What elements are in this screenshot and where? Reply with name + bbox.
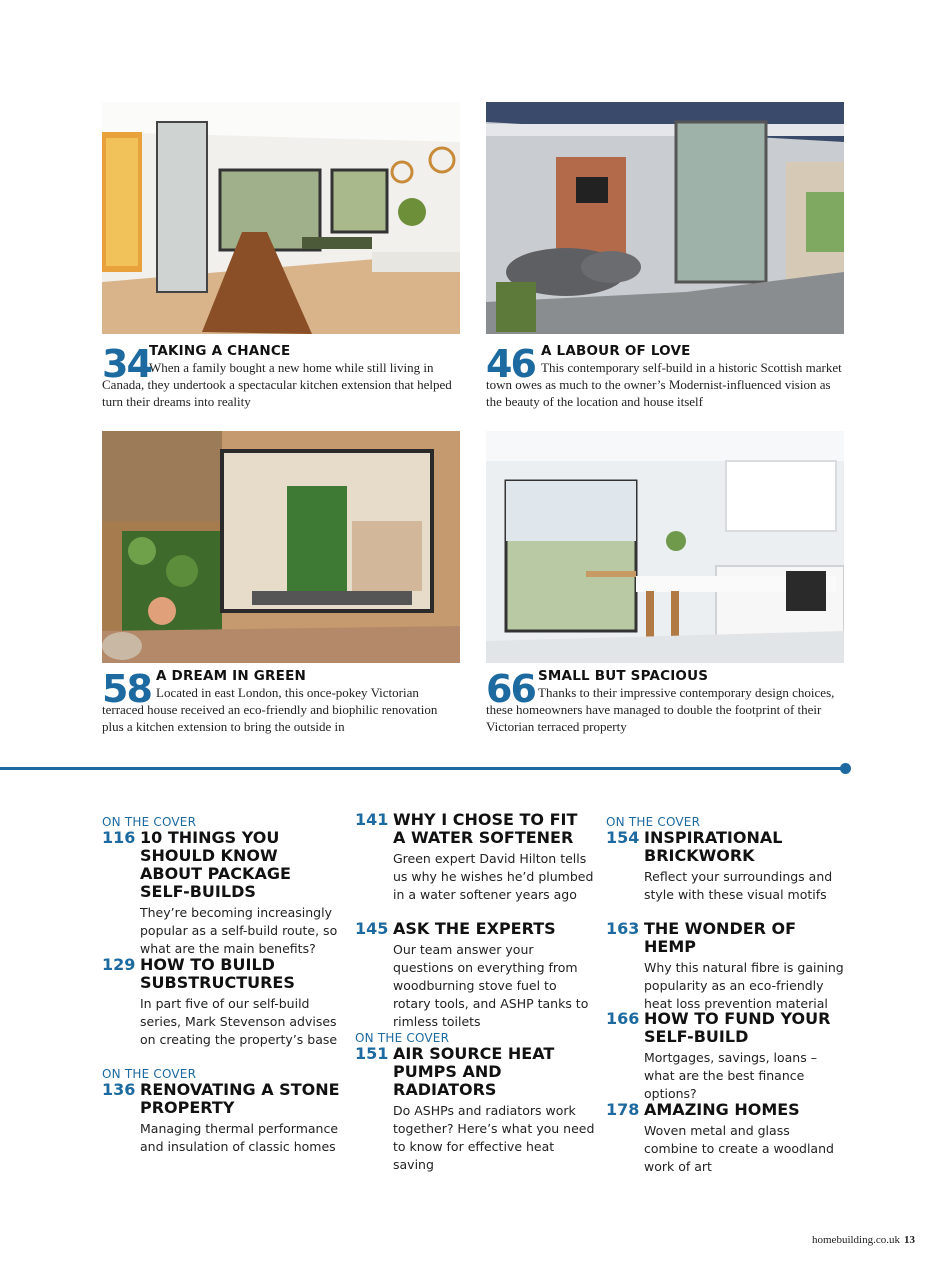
page-number: 13	[904, 1234, 915, 1246]
feature-page-number: 34	[102, 342, 151, 386]
section-divider	[0, 767, 846, 770]
contents-entry-141[interactable]	[355, 811, 595, 904]
entry-page-number: 151	[355, 1044, 389, 1063]
entry-description: They’re becoming increasingly popular as a self-build route, so what are the main benefits?	[140, 905, 338, 956]
contents-entry-116[interactable]	[102, 815, 342, 958]
entry-page-number: 145	[355, 919, 389, 938]
on-the-cover-label: ON THE COVER	[102, 815, 197, 829]
feature-66[interactable]	[486, 668, 846, 735]
feature-title: SMALL BUT SPACIOUS	[538, 668, 709, 684]
contents-entry-166[interactable]	[606, 1010, 846, 1103]
entry-title: HOW TO FUND YOUR SELF-BUILD	[644, 1009, 831, 1046]
entry-page-number: 163	[606, 919, 640, 938]
entry-page-number: 166	[606, 1009, 640, 1028]
entry-description: Do ASHPs and radiators work together? Here’s what you need to know for effective heat saving	[393, 1103, 595, 1172]
feature-58[interactable]	[102, 668, 462, 735]
feature-description-text: Located in east London, this once-pokey Victorian terraced house received an eco-friendly and biophilic renovation plus a kitchen extension to bring the outside in	[102, 685, 438, 734]
entry-title: ASK THE EXPERTS	[393, 919, 556, 938]
entry-description: Mortgages, savings, loans – what are the best finance options?	[644, 1050, 817, 1101]
entry-page-number: 141	[355, 810, 389, 829]
entry-description: Reflect your surroundings and style with these visual motifs	[644, 869, 833, 902]
footer-site[interactable]: homebuilding.co.uk	[812, 1234, 900, 1246]
feature-title: TAKING A CHANCE	[149, 343, 291, 359]
feature-title: A LABOUR OF LOVE	[541, 343, 691, 359]
entry-title: AIR SOURCE HEAT PUMPS AND RADIATORS	[393, 1044, 555, 1099]
entry-description: Woven metal and glass combine to create a woodland work of art	[644, 1123, 834, 1174]
entry-description: In part five of our self-build series, Mark Stevenson advises on creating the property’s base	[140, 996, 338, 1047]
feature-page-number: 46	[486, 342, 535, 386]
page-footer	[812, 1234, 915, 1246]
entry-title: INSPIRATIONAL BRICKWORK	[644, 828, 783, 865]
on-the-cover-label: ON THE COVER	[606, 815, 701, 829]
contents-entry-136[interactable]	[102, 1067, 342, 1156]
on-the-cover-label: ON THE COVER	[355, 1031, 450, 1045]
entry-page-number: 136	[102, 1080, 136, 1099]
entry-title: HOW TO BUILD SUBSTRUCTURES	[140, 955, 295, 992]
feature-page-number: 66	[486, 667, 535, 711]
entry-page-number: 116	[102, 828, 136, 847]
photo-glass-living-room	[486, 102, 844, 334]
photo-kitchen-long-table	[102, 102, 460, 334]
divider-dot	[840, 763, 851, 774]
feature-description-text: Thanks to their impressive contemporary design choices, these homeowners have managed to double the footprint of their Victorian terraced property	[486, 685, 835, 734]
entry-title: RENOVATING A STONE PROPERTY	[140, 1080, 340, 1117]
contents-entry-129[interactable]	[102, 956, 342, 1049]
entry-title: THE WONDER OF HEMP	[644, 919, 797, 956]
entry-page-number: 154	[606, 828, 640, 847]
feature-description-text: This contemporary self-build in a historic Scottish market town owes as much to the owner’s Modernist-influenced vision as the beauty of the location and house itself	[486, 360, 842, 409]
feature-description-text: When a family bought a new home while still living in Canada, they undertook a spectacular kitchen extension that helped turn their dreams into reality	[102, 360, 452, 409]
feature-title: A DREAM IN GREEN	[156, 668, 306, 684]
feature-description	[486, 684, 846, 735]
feature-description	[486, 359, 846, 410]
feature-page-number: 58	[102, 667, 151, 711]
photo-white-kitchen-island	[486, 431, 844, 663]
contents-entry-151[interactable]	[355, 1031, 595, 1174]
contents-entry-163[interactable]	[606, 920, 846, 1013]
entry-page-number: 178	[606, 1100, 640, 1119]
entry-description: Why this natural fibre is gaining popularity as an eco-friendly heat loss prevention material	[644, 960, 844, 1011]
feature-34[interactable]	[102, 343, 462, 410]
contents-entry-154[interactable]	[606, 815, 846, 904]
photo-green-wall-extension	[102, 431, 460, 663]
entry-title: WHY I CHOSE TO FIT A WATER SOFTENER	[393, 810, 578, 847]
entry-description: Our team answer your questions on everything from woodburning stove fuel to rotary tools, and ASHP tanks to rimless toilets	[393, 942, 589, 1029]
entry-title: AMAZING HOMES	[644, 1100, 800, 1119]
feature-description	[102, 359, 462, 410]
entry-description: Green expert David Hilton tells us why he wishes he’d plumbed in a water softener years ago	[393, 851, 594, 902]
feature-46[interactable]	[486, 343, 846, 410]
on-the-cover-label: ON THE COVER	[102, 1067, 197, 1081]
contents-entry-178[interactable]	[606, 1101, 846, 1176]
feature-description	[102, 684, 462, 735]
entry-title: 10 THINGS YOU SHOULD KNOW ABOUT PACKAGE SELF-BUILDS	[140, 828, 291, 901]
entry-page-number: 129	[102, 955, 136, 974]
entry-description: Managing thermal performance and insulation of classic homes	[140, 1121, 339, 1154]
contents-entry-145[interactable]	[355, 920, 595, 1031]
